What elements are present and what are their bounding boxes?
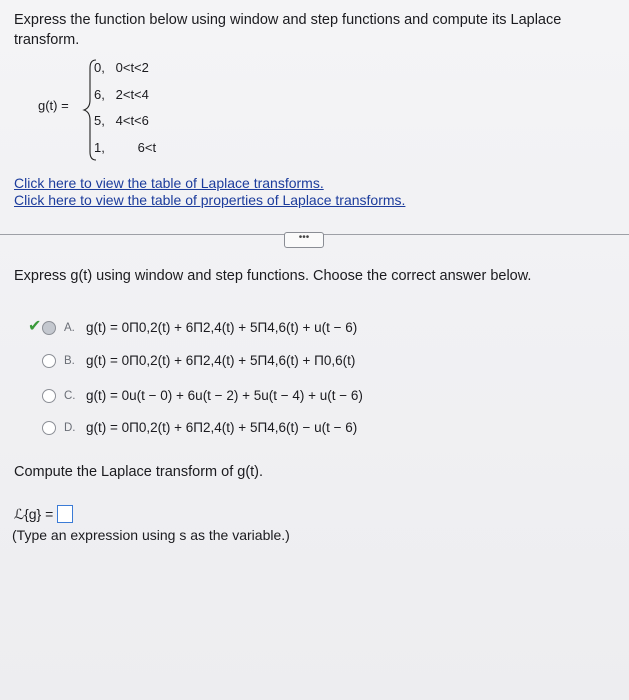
option-c[interactable]: [42, 388, 363, 403]
piecewise-definition: [38, 58, 238, 168]
question-text: Express g(t) using window and step functions. Choose the correct answer below.: [14, 268, 532, 284]
radio-option-b[interactable]: [42, 354, 56, 368]
option-expression: g(t) = 0Π0,2(t) + 6Π2,4(t) + 5Π4,6(t) + u(t − 6): [86, 320, 358, 335]
compute-prompt: Compute the Laplace transform of g(t).: [14, 464, 264, 480]
option-letter: B.: [64, 354, 75, 367]
radio-option-d[interactable]: [42, 421, 56, 435]
function-lhs: g(t) =: [38, 98, 69, 113]
answer-hint: (Type an expression using s as the variable.): [12, 527, 290, 543]
answer-input[interactable]: [57, 505, 73, 523]
case-row: 5, 4<t<6: [94, 113, 149, 128]
option-letter: A.: [64, 321, 75, 334]
option-letter: D.: [64, 421, 76, 434]
laplace-table-link[interactable]: Click here to view the table of Laplace transforms.: [14, 175, 324, 191]
reference-links: [14, 175, 405, 209]
correct-check-icon: ✔: [28, 318, 42, 335]
option-expression: g(t) = 0Π0,2(t) + 6Π2,4(t) + 5Π4,6(t) + Π0,6(t): [86, 353, 356, 368]
case-row: 0, 0<t<2: [94, 60, 149, 75]
option-expression: g(t) = 0u(t − 0) + 6u(t − 2) + 5u(t − 4) + u(t − 6): [86, 388, 363, 403]
option-a[interactable]: [28, 318, 358, 335]
option-expression: g(t) = 0Π0,2(t) + 6Π2,4(t) + 5Π4,6(t) − u(t − 6): [86, 420, 358, 435]
case-row: 1, 6<t: [94, 140, 157, 155]
problem-prompt: Express the function below using window and step functions and compute its Laplace transform.: [14, 12, 562, 48]
expand-more-button[interactable]: •••: [284, 232, 324, 248]
radio-option-c[interactable]: [42, 389, 56, 403]
answer-row: [14, 505, 73, 523]
case-row: 6, 2<t<4: [94, 87, 149, 102]
option-letter: C.: [64, 389, 76, 402]
radio-option-a[interactable]: [42, 321, 56, 335]
option-d[interactable]: [42, 420, 357, 435]
laplace-properties-link[interactable]: Click here to view the table of properties of Laplace transforms.: [14, 192, 406, 208]
laplace-label: ℒ{g} =: [14, 505, 54, 522]
option-b[interactable]: [42, 353, 355, 368]
